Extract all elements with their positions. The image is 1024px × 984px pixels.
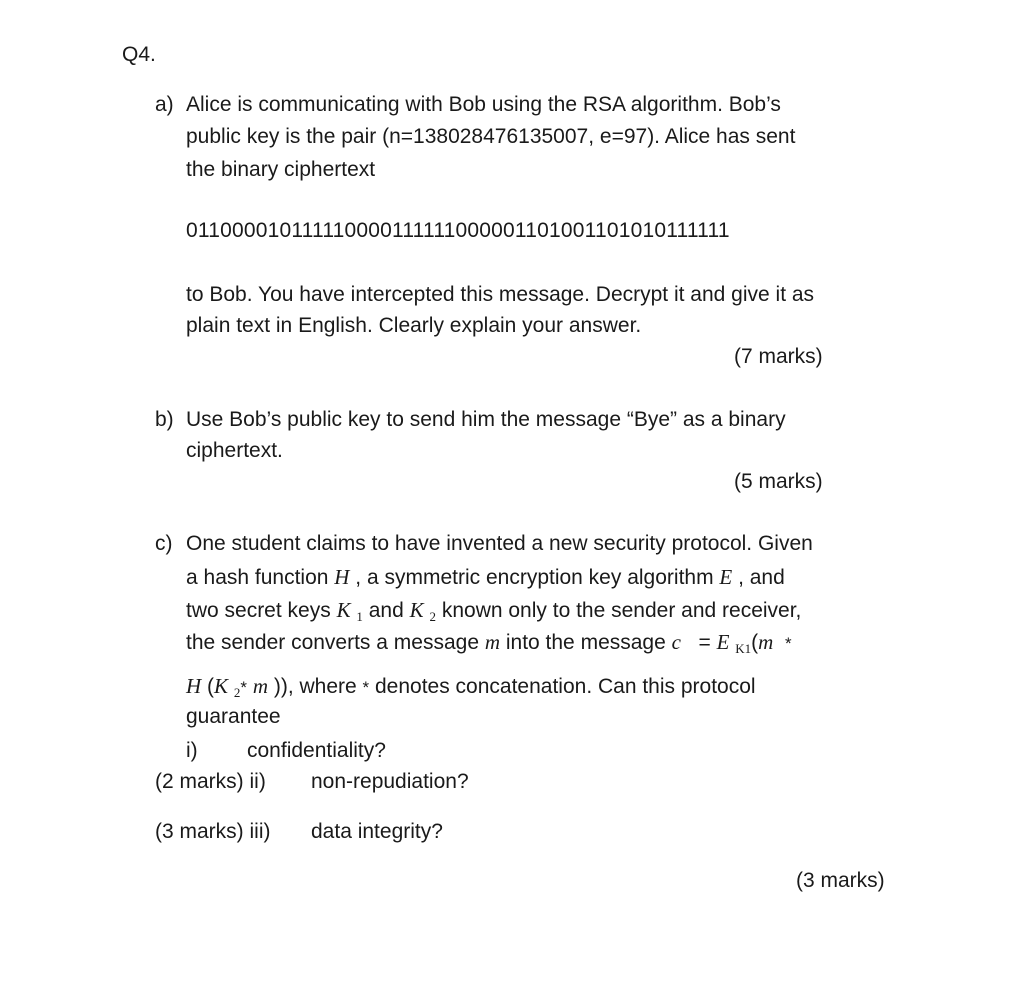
part-c-line-5 [186,673,756,702]
part-a-line-5: plain text in English. Clearly explain your answer. [186,314,642,337]
key-symbol-1: K [336,598,351,622]
hash-symbol: H [334,565,350,589]
part-c-label: c) [155,532,173,555]
line-2-text-b: , a symmetric encryption key algorithm [349,566,720,589]
part-b-label: b) [155,408,174,431]
cipher-symbol: c [671,630,681,654]
line-3-text-a: two secret keys [186,599,337,622]
ciphertext: 011000010111110000111111000001101001101010111111 [186,219,730,242]
question-label: Q4. [122,43,156,66]
part-c-line-3 [186,597,801,626]
part-c-line-2 [186,564,785,591]
asterisk-symbol-3: * [362,678,370,697]
line-4-text-b: into the message [500,631,672,654]
part-c-line-4 [186,629,792,658]
item-i-label: i) [186,739,198,762]
key-symbol-2: K [409,598,424,622]
part-c-line-6: guarantee [186,705,281,728]
part-a-label: a) [155,93,174,116]
item-ii-text: non-repudiation? [311,770,469,793]
part-b-line-2: ciphertext. [186,439,283,462]
part-b-line-1: Use Bob’s public key to send him the message “Bye” as a binary [186,408,786,431]
asterisk-symbol-2: * [240,678,247,697]
asterisk-symbol-1: * [784,634,792,653]
part-a-marks: (7 marks) [734,345,823,368]
message-symbol: m [484,630,501,654]
line-3-text-c: known only to the sender and receiver, [436,599,802,622]
part-a-line-1: Alice is communicating with Bob using the RSA algorithm. Bob’s [186,93,781,116]
part-a-line-3: the binary ciphertext [186,158,376,181]
line-5-close: )), where [273,675,363,698]
key-subscript-3: 2 [233,685,241,700]
key-symbol-3: K [214,674,229,698]
line-3-text-b: and [362,599,410,622]
key-subscript-1: 1 [356,609,363,624]
part-c-marks: (3 marks) [796,869,885,892]
line-5-open: ( [201,675,214,698]
part-a-line-4: to Bob. You have intercepted this message. Decrypt it and give it as [186,283,815,306]
encrypt-key-subscript: K [735,641,745,656]
message-symbol-2: m [758,630,774,654]
key-subscript-2: 2 [429,609,436,624]
item-i-text: confidentiality? [247,739,386,762]
part-c-line-1: One student claims to have invented a new security protocol. Given [186,532,813,555]
hash-symbol-2: H [186,674,202,698]
item-iii-marks: (3 marks) iii) [155,820,271,843]
encryption-symbol: E [719,565,733,589]
line-4-text-a: the sender converts a message [186,631,485,654]
encrypt-key-index: 1 [744,641,752,656]
part-b-marks: (5 marks) [734,470,823,493]
encrypt-function: E [716,630,730,654]
item-ii-marks: (2 marks) ii) [155,770,266,793]
message-symbol-3: m [252,674,268,698]
line-2-text-a: a hash function [186,566,335,589]
open-paren: ( [751,631,759,654]
part-a-line-2: public key is the pair (n=138028476135007, e=97). Alice has sent [186,125,796,148]
line-5-text-b: denotes concatenation. Can this protocol [369,675,756,698]
line-2-text-c: , and [732,566,785,589]
equals-sign: = [698,631,717,654]
item-iii-text: data integrity? [311,820,443,843]
